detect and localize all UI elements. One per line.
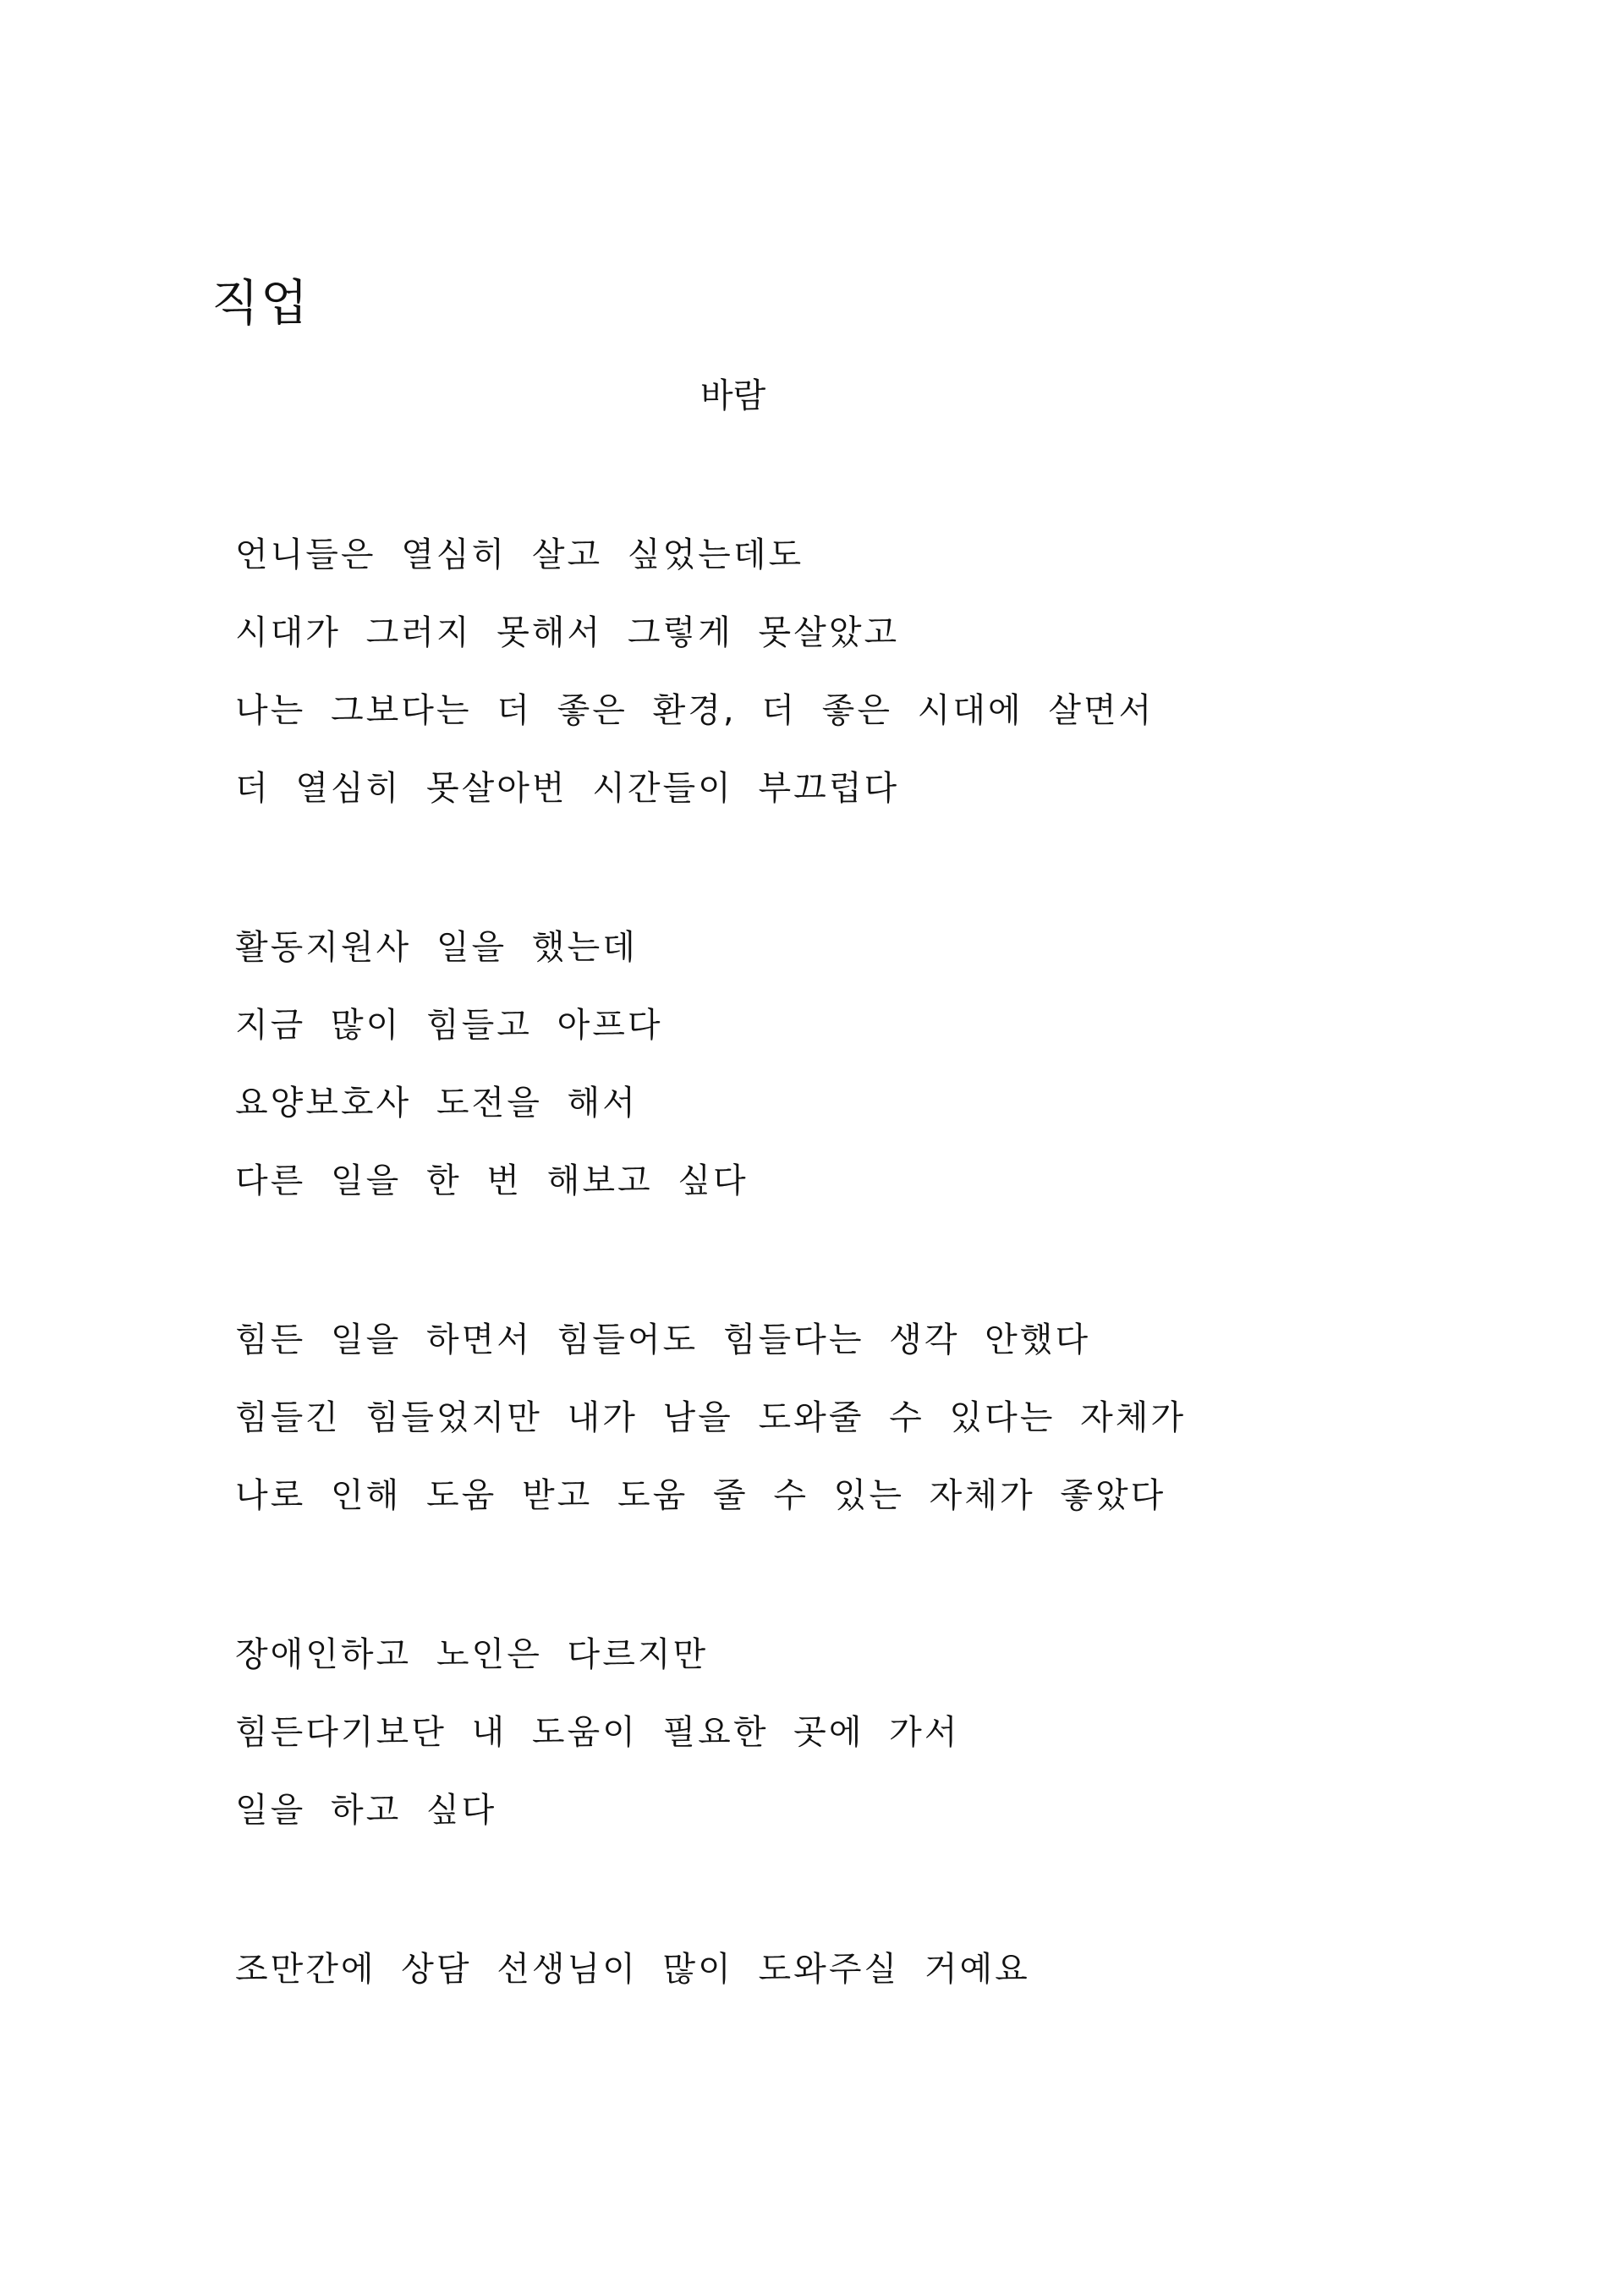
poem-line: 지금 많이 힘들고 아프다 xyxy=(235,1006,663,1045)
poem-title: 직업 xyxy=(211,274,310,332)
poem-line: 시대가 그러지 못해서 그렇게 못살았고 xyxy=(235,613,900,652)
poem-line: 힘들긴 힘들었지만 내가 남을 도와줄 수 있다는 자체가 xyxy=(235,1398,1187,1437)
poem-line: 일을 하고 싶다 xyxy=(235,1791,497,1830)
poem-line: 언니들은 열심히 살고 싶었는데도 xyxy=(235,535,804,574)
poem-line: 조만간에 상담 선생님이 많이 도와주실 거예요 xyxy=(235,1950,1030,1989)
poem-line: 다른 일을 한 번 해보고 싶다 xyxy=(235,1161,749,1200)
poem-line: 더 열심히 못살아번 시간들이 부끄럽다 xyxy=(235,769,900,808)
poem-line: 장애인하고 노인은 다르지만 xyxy=(235,1635,709,1674)
poem-line: 나로 인해 도움 받고 도움 줄 수 있는 자체가 좋았다 xyxy=(235,1476,1166,1515)
poem-line: 요양보호사 도전을 해서 xyxy=(235,1084,638,1123)
poem-line: 힘든 일을 하면서 힘들어도 힘들다는 생각 안했다 xyxy=(235,1320,1091,1359)
poem-line: 힘든다기보단 내 도움이 필요한 곳에 가서 xyxy=(235,1713,960,1752)
poem-line: 나는 그보다는 더 좋은 환경, 더 좋은 시대에 살면서 xyxy=(235,691,1155,730)
poem-author: 바람 xyxy=(700,376,766,415)
poem-line: 활동지원사 일을 했는데 xyxy=(235,928,638,967)
